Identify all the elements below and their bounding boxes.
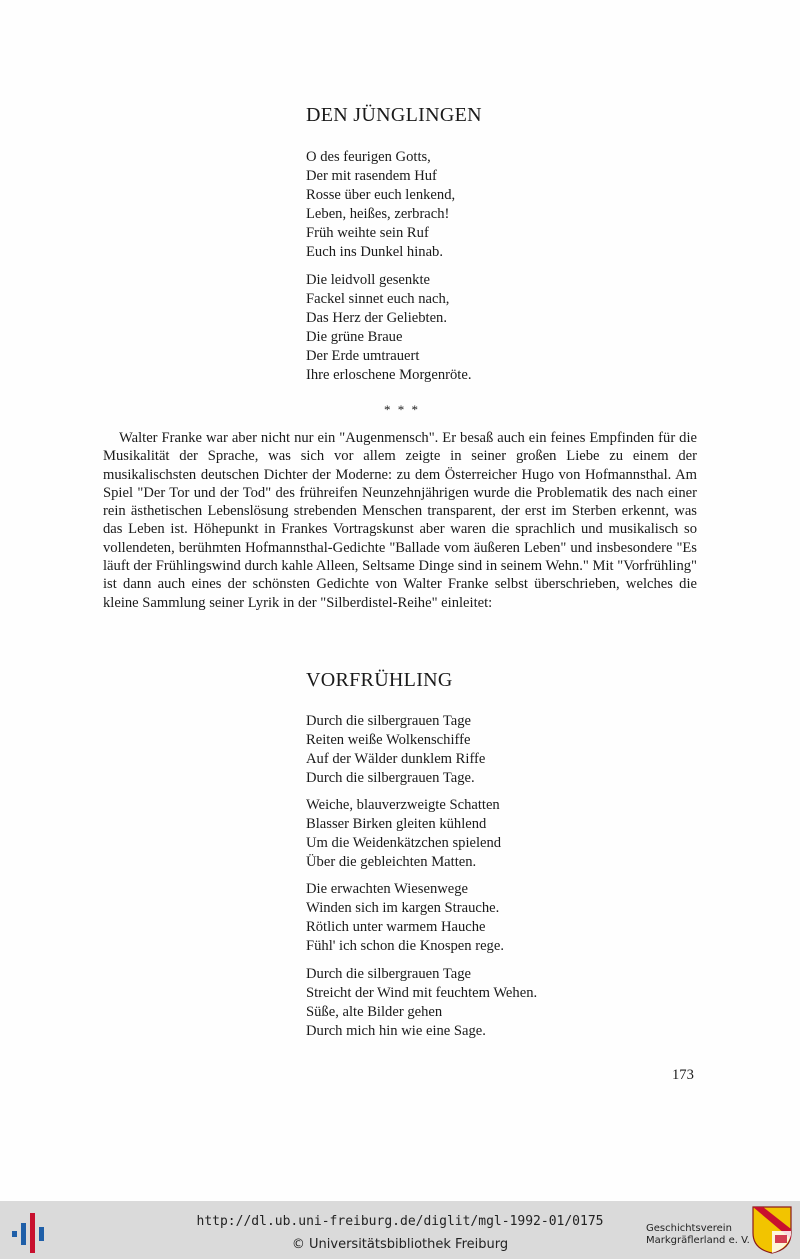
verse-line: Euch ins Dunkel hinab. [306, 244, 443, 260]
poem-stanza [306, 712, 485, 788]
verse-line: Die erwachten Wiesenwege [306, 881, 469, 897]
poem-title: VORFRÜHLING [306, 669, 453, 691]
document-url[interactable]: http://dl.ub.uni-freiburg.de/diglit/mgl-1992-01/0175 [196, 1214, 604, 1229]
verse-line: Rötlich unter warmem Hauche [306, 919, 486, 935]
page-number: 173 [672, 1067, 694, 1083]
verse-line: Die grüne Braue [306, 329, 403, 345]
verse-line: Reiten weiße Wolkenschiffe [306, 732, 471, 748]
verse-line: Auf der Wälder dunklem Riffe [306, 751, 486, 767]
society-name-line: Geschichtsverein [646, 1223, 732, 1234]
verse-line: Durch die silbergrauen Tage [306, 966, 471, 982]
poem-stanza [306, 965, 537, 1041]
poem-stanza [306, 796, 501, 872]
verse-line: Winden sich im kargen Strauche. [306, 900, 500, 916]
verse-line: Rosse über euch lenkend, [306, 187, 456, 203]
verse-line: Um die Weidenkätzchen spielend [306, 835, 502, 851]
verse-line: Fackel sinnet euch nach, [306, 291, 450, 307]
body-paragraph: Walter Franke war aber nicht nur ein "Augenmensch". Er besaß auch ein feines Empfinden für die Musikalität der Sprache, was sich vor allem zeigte in seiner großen Liebe zu einem der musikalischsten deutschen Dichter der Moderne: zu dem Österreicher Hugo von Hofmannsthal. Am Spiel "Der Tor und der Tod" des frühreifen Neunzehnjährigen wurde die Problematik des nach einer rein ästhetischen Lebenslösung strebenden Menschen transparent, der erst im Sterben erkennt, was das Leben ist. Höhepunkt in Frankes Vortragskunst aber waren die sprachlich und musikalisch so vollendeten, berühmten Hofmannsthal-Gedichte "Ballade vom äußeren Leben" und insbesondere "Es läuft der Frühlingswind durch kahle Alleen, Seltsame Dinge sind in seinem Wehn." Mit "Vorfrühling" ist dann auch eines der schönsten Gedichte von Walter Franke selbst überschrieben, welches die kleine Sammlung seiner Lyrik in der "Silberdistel-Reihe" einleitet: [103, 430, 697, 611]
verse-line: Über die gebleichten Matten. [306, 854, 477, 870]
copyright-notice: © Universitätsbibliothek Freiburg [291, 1237, 509, 1252]
society-name [646, 1223, 750, 1247]
verse-line: Fühl' ich schon die Knospen rege. [306, 938, 504, 954]
verse-line: Blasser Birken gleiten kühlend [306, 816, 487, 832]
verse-line: Durch die silbergrauen Tage. [306, 770, 475, 786]
coat-of-arms-icon [751, 1205, 793, 1255]
verse-line: Durch die silbergrauen Tage [306, 713, 471, 729]
verse-line: Süße, alte Bilder gehen [306, 1004, 443, 1020]
verse-line: Die leidvoll gesenkte [306, 272, 431, 288]
poem-stanza [306, 148, 455, 262]
verse-line: Ihre erloschene Morgenröte. [306, 367, 472, 383]
verse-line: Leben, heißes, zerbrach! [306, 206, 450, 222]
verse-line: Das Herz der Geliebten. [306, 310, 448, 326]
section-separator: * * * [384, 402, 420, 417]
poem-title: DEN JÜNGLINGEN [306, 104, 482, 126]
verse-line: Früh weihte sein Ruf [306, 225, 429, 241]
verse-line: Weiche, blauverzweigte Schatten [306, 797, 500, 813]
society-name-line: Markgräflerland e. V. [646, 1235, 750, 1246]
verse-line: Der mit rasendem Huf [306, 168, 437, 184]
verse-line: O des feurigen Gotts, [306, 149, 431, 165]
viewer-footer [0, 1201, 800, 1259]
poem-stanza [306, 271, 471, 385]
poem-stanza [306, 880, 504, 956]
verse-line: Der Erde umtrauert [306, 348, 420, 364]
verse-line: Streicht der Wind mit feuchtem Wehen. [306, 985, 538, 1001]
verse-line: Durch mich hin wie eine Sage. [306, 1023, 486, 1039]
